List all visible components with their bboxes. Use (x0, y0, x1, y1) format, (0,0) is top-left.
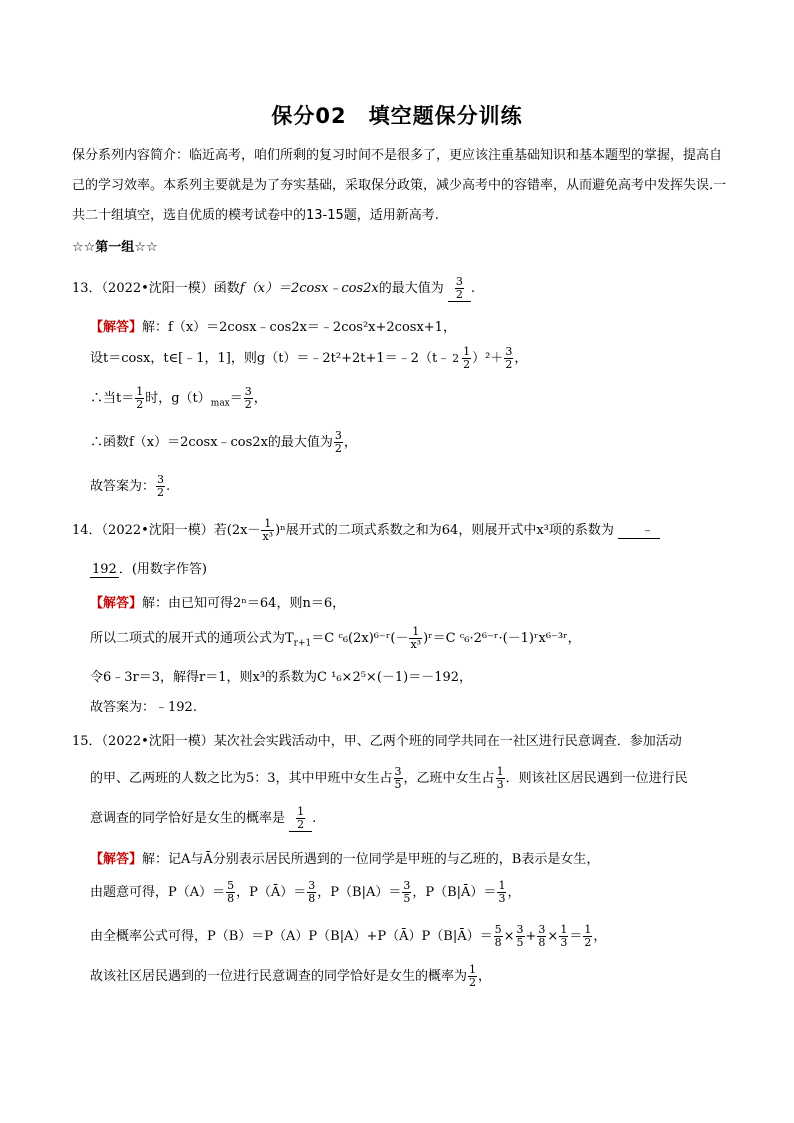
q14-solution-line-1: 【解答】解：由已知可得2ⁿ＝64，则n＝6， (90, 596, 346, 611)
q15-answer-blank: $\frac{1}{2}$ (289, 806, 312, 832)
q13-lead: 13．（2022•沈阳一模）函数 (72, 281, 240, 296)
group-heading: ☆☆第一组☆☆ (72, 240, 158, 255)
q15-solution-line-3: 由全概率公式可得，P（B）＝P（A）P（B|A）+P（Ā）P（B|Ā）＝ $\frac{5}{8}$ × $\frac{3}{5}$ + $\frac{3}{8}$ × $\frac{1}{3}$ ＝ $\frac{1}{2}$ ， (90, 923, 607, 949)
q15-solution-line-2: 由题意可得，P（A）＝ $\frac{5}{8}$ ，P（Ā）＝ $\frac{3}{8}$ ，P（B|A）＝ $\frac{3}{5}$ ，P（B|Ā）＝ $\frac{1}{3}$ ， (90, 879, 521, 905)
question-15-line-3: 意调查的同学恰好是女生的概率是 $\frac{1}{2}$ . (90, 805, 317, 831)
answer-tag: 【解答】 (90, 320, 143, 335)
q13-solution-line-3: ∴当t＝ $\frac{1}{2}$ 时，$g(t)_{max}=$ $\frac{3}{2}$ ， (90, 385, 267, 411)
q15-solution-line-4: 故该社区居民遇到的一位进行民意调查的同学恰好是女生的概率为 $\frac{1}{2}$ ， (90, 963, 492, 989)
q14-solution-line-4: 故答案为：﹣192. (90, 700, 197, 715)
q13-solution-line-5: 故答案为： $\frac{3}{2}$ . (90, 473, 171, 499)
q14-solution-line-2: 所以二项式的展开式的通项公式为$T_{r+1}=C$ ᶜ₆(2x)⁶⁻ʳ(－ $\frac{1}{\text{x³}}$ )ʳ＝C ᶜ₆·2⁶⁻ʳ·(－1)ʳx⁶⁻³ʳ， (90, 625, 581, 651)
q13-answer-fraction: $\frac{3}{2}$ (455, 275, 463, 301)
intro-text: 保分系列内容简介：临近高考，咱们所剩的复习时间不是很多了，更应该注重基础知识和基本题型的掌握，提高自己的学习效率。本系列主要就是为了夯实基础，采取保分政策，减少高考中的容错率，从而避免高考中发挥失误.一共二十组填空，选自优质的模考试卷中的13-15题，适用新高考. (72, 148, 727, 223)
q13-function: f（x）＝2cosx﹣cos2x (239, 281, 379, 296)
question-14: 14．（2022•沈阳一模）若(2x－ $\frac{1}{\text{x³}}$ )ⁿ展开式的二项式系数之和为64，则展开式中x³项的系数为 ﹣ (72, 518, 660, 543)
question-15-line-2: 的甲、乙两班的人数之比为5：3，其中甲班中女生占 $\frac{3}{5}$ ，乙班中女生占 $\frac{1}{3}$ ．则该社区居民遇到一位进行民 (90, 765, 688, 791)
q13-answer-blank (448, 276, 471, 302)
question-15-line-1: 15．（2022•沈阳一模）某次社会实践活动中，甲、乙两个班的同学共同在一社区进行民意调查．参加活动 (72, 734, 682, 749)
q14-answer-blank-end: 192 (92, 562, 117, 577)
q14-solution-line-3: 令6﹣3r＝3，解得r＝1，则x³的系数为C ¹₆×2⁵×(－1)＝－192， (90, 670, 473, 685)
q15-solution-line-1: 【解答】解：记A与Ā分别表示居民所遇到的一位同学是甲班的与乙班的，B表示是女生， (90, 852, 600, 867)
q13-solution-line-4: ∴函数f（x）＝2cosx﹣cos2x的最大值为 $\frac{3}{2}$ ， (90, 429, 357, 455)
intro-paragraph (72, 141, 732, 231)
q13-ask: 的最大值为 (378, 281, 444, 296)
q14-answer-blank-start: ﹣ (618, 519, 660, 539)
question-13: 13．（2022•沈阳一模）函数f（x）＝2cosx﹣cos2x的最大值为 $\frac{3}{2}$ . (72, 275, 475, 301)
question-14-cont: 192 ．(用数字作答) (92, 562, 207, 577)
page-title: 保分02 填空题保分训练 (271, 104, 523, 128)
q13-solution-line-2: 设t＝cosx，t∈[﹣1，1]，则g（t）＝﹣2t²+2t+1＝﹣2（t﹣ 2 $\frac{1}{2}$ ）²＋ $\frac{3}{2}$ ， (90, 345, 528, 371)
q13-solution-line-1: 【解答】解：f（x）＝2cosx﹣cos2x＝﹣2cos²x+2cosx+1， (90, 320, 456, 335)
